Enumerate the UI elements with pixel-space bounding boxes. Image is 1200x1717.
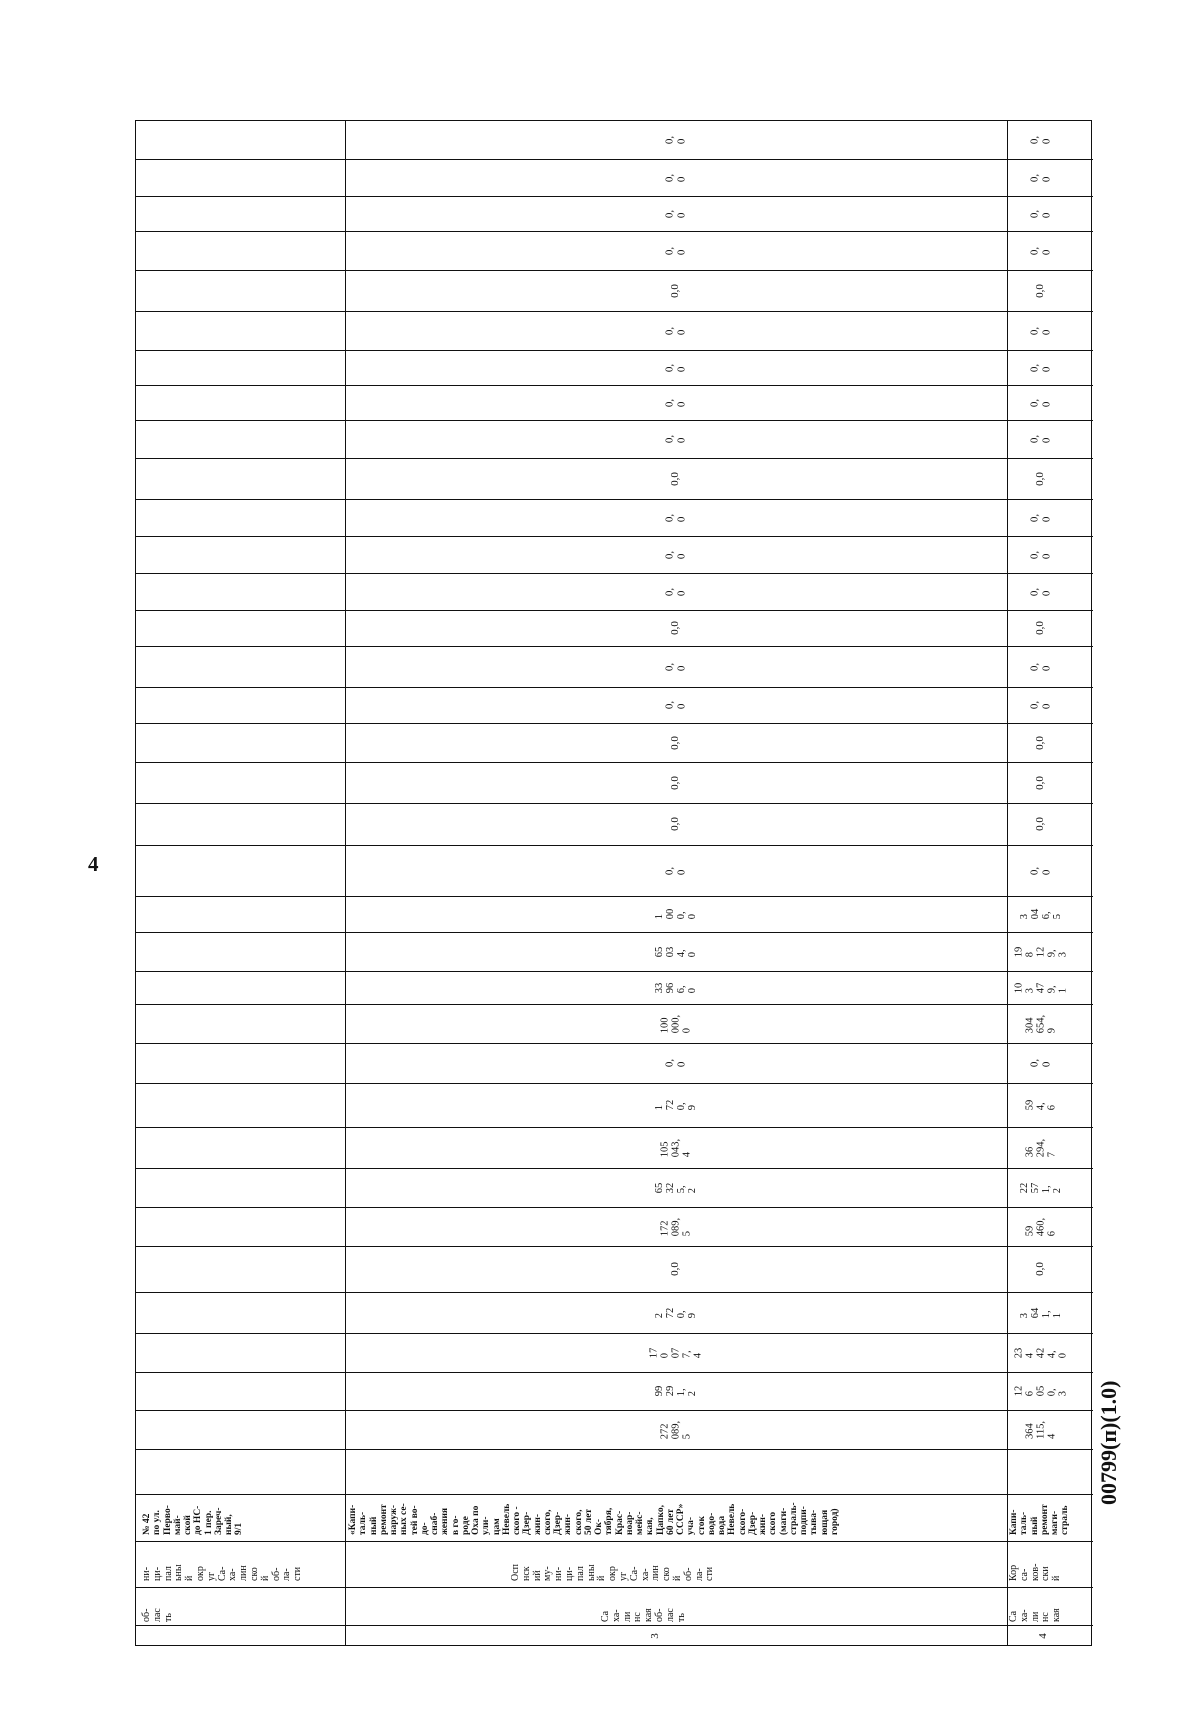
row4-value: 304 654, 9 xyxy=(1024,1014,1058,1033)
row3-value: 0, 0 xyxy=(663,866,687,875)
row4-value: 0,0 xyxy=(1034,283,1047,298)
row1-object: № 42 по ул. Перво- май- ской до НС- 1 пер. Зареч- ный, 9/1 xyxy=(142,1505,245,1535)
row-border-28 xyxy=(136,1246,1093,1247)
row4-region: Са ха- ли нс кая xyxy=(1008,1608,1063,1622)
row3-value: 0, 0 xyxy=(663,513,687,522)
row4-value: 19 8 12 9, 3 xyxy=(1013,946,1069,957)
data-table xyxy=(135,120,1092,1646)
row3-value: 1 00 0, 0 xyxy=(653,908,699,920)
row4-value: 0, 0 xyxy=(1028,398,1052,407)
row4-value: 0, 0 xyxy=(1028,135,1052,145)
row4-value: 0, 0 xyxy=(1028,866,1052,875)
row4-value: 0, 0 xyxy=(1028,662,1052,671)
row3-value: 1 72 0, 9 xyxy=(653,1099,699,1111)
row4-value: 59 4, 6 xyxy=(1024,1099,1058,1111)
row-border-12 xyxy=(136,610,1093,611)
row4-value: 0, 0 xyxy=(1028,434,1052,444)
row3-value: 0,0 xyxy=(669,621,682,635)
row3-value: 105 043, 4 xyxy=(659,1138,693,1157)
row4-value: 0,0 xyxy=(1034,1262,1047,1276)
row3-value: 0, 0 xyxy=(663,1058,687,1068)
row-border-4 xyxy=(136,311,1093,312)
row4-value: 10 3 47 9, 1 xyxy=(1013,982,1069,993)
row-border-22 xyxy=(136,1004,1093,1005)
row4-value: 364 115, 4 xyxy=(1024,1420,1058,1439)
row4-value: 12 6 05 0, 3 xyxy=(1013,1385,1069,1397)
row-border-5 xyxy=(136,350,1093,351)
row3-value: 0, 0 xyxy=(663,398,687,407)
row4-value: 0, 0 xyxy=(1028,209,1052,218)
row-border-13 xyxy=(136,646,1093,647)
page-number: 4 xyxy=(88,852,99,876)
row3-value: 100 000, 0 xyxy=(659,1014,693,1033)
row3-value: 0,0 xyxy=(669,775,682,790)
row-border-14 xyxy=(136,687,1093,688)
row4-value: 0, 0 xyxy=(1028,326,1052,335)
row3-value: 0,0 xyxy=(669,1262,682,1276)
row-border-2 xyxy=(136,231,1093,232)
row-border-31 xyxy=(136,1372,1093,1373)
row-border-9 xyxy=(136,499,1093,500)
row3-value: 0, 0 xyxy=(663,209,687,218)
row4-value: 0,0 xyxy=(1034,621,1047,635)
row4-value: 0, 0 xyxy=(1028,363,1052,372)
row3-region: Са ха- ли нс кая об- лас ть xyxy=(600,1608,687,1622)
row-border-17 xyxy=(136,803,1093,804)
row4-value: 0, 0 xyxy=(1028,700,1052,710)
row-border-0 xyxy=(136,159,1093,160)
row-border-1 xyxy=(136,196,1093,197)
row3-municipality: Осп нск ий му- ни- ци- пал ьны й окр уг Са- ха- лин ско й об- ла- сти xyxy=(510,1563,716,1581)
row-border-15 xyxy=(136,723,1093,724)
row3-value: 272 089, 5 xyxy=(659,1420,693,1439)
row3-value: 99 29 1, 2 xyxy=(653,1385,699,1397)
row4-value: 0, 0 xyxy=(1028,173,1052,182)
row4-value: 22 57 1, 2 xyxy=(1018,1182,1064,1193)
row3-value: 65 03 4, 0 xyxy=(653,946,699,957)
row3-value: 0, 0 xyxy=(663,173,687,182)
row-border-34 xyxy=(136,1494,1093,1495)
row4-number: 4 xyxy=(1037,1633,1050,1639)
row4-value: 3 04 6, 5 xyxy=(1018,908,1064,920)
row3-value: 0, 0 xyxy=(663,326,687,335)
row4-municipality: Кор са- ков- ски й xyxy=(1008,1563,1063,1581)
row-border-11 xyxy=(136,573,1093,574)
row4-value: 0,0 xyxy=(1034,735,1047,750)
row-border-37 xyxy=(136,1625,1093,1626)
row1-municipality: ни- ци- пал ьны й окр уг Са- ха- лин ско й об- ла- сти xyxy=(141,1564,304,1581)
row-border-25 xyxy=(136,1127,1093,1128)
row3-value: 0, 0 xyxy=(663,587,687,596)
row-border-19 xyxy=(136,896,1093,897)
row3-number: 3 xyxy=(649,1633,662,1639)
row-border-21 xyxy=(136,971,1093,972)
row3-value: 0, 0 xyxy=(663,550,687,559)
row-border-8 xyxy=(136,458,1093,459)
row-border-35 xyxy=(136,1541,1093,1542)
row-border-36 xyxy=(136,1587,1093,1588)
row-border-6 xyxy=(136,385,1093,386)
row-border-33 xyxy=(136,1449,1093,1450)
row4-value: 3 64 1, 1 xyxy=(1018,1307,1064,1318)
row-border-32 xyxy=(136,1410,1093,1411)
row3-value: 172 089, 5 xyxy=(659,1217,693,1236)
row-border-10 xyxy=(136,536,1093,537)
row-border-3 xyxy=(136,270,1093,271)
row4-value: 0, 0 xyxy=(1028,513,1052,522)
row3-value: 0, 0 xyxy=(663,246,687,255)
row-border-30 xyxy=(136,1333,1093,1334)
row4-value: 0, 0 xyxy=(1028,246,1052,255)
row4-value: 0, 0 xyxy=(1028,550,1052,559)
row4-value: 0, 0 xyxy=(1028,587,1052,596)
row3-value: 0, 0 xyxy=(663,434,687,444)
row-border-7 xyxy=(136,420,1093,421)
row3-value: 0,0 xyxy=(669,735,682,750)
row4-value: 23 4 42 4, 0 xyxy=(1013,1347,1069,1358)
row3-value: 0,0 xyxy=(669,817,682,831)
row4-value: 0,0 xyxy=(1034,471,1047,486)
row3-value: 0, 0 xyxy=(663,662,687,671)
row-border-26 xyxy=(136,1168,1093,1169)
row3-value: 0, 0 xyxy=(663,363,687,372)
row3-value: 0,0 xyxy=(669,471,682,486)
row-border-20 xyxy=(136,932,1093,933)
row3-value: 0,0 xyxy=(669,283,682,298)
row3-value: 0, 0 xyxy=(663,700,687,710)
row3-value: 33 96 6, 0 xyxy=(653,982,699,993)
row4-value: 36 294, 7 xyxy=(1024,1138,1058,1157)
row-border-27 xyxy=(136,1207,1093,1208)
row-border-29 xyxy=(136,1292,1093,1293)
row-border-16 xyxy=(136,762,1093,763)
row3-value: 17 0 07 7, 4 xyxy=(648,1347,704,1358)
row4-value: 0, 0 xyxy=(1028,1058,1052,1068)
row4-value: 0,0 xyxy=(1034,775,1047,790)
row4-value: 59 460, 6 xyxy=(1024,1217,1058,1236)
row3-value: 2 72 0, 9 xyxy=(653,1307,699,1318)
row-border-18 xyxy=(136,845,1093,846)
row-border-24 xyxy=(136,1083,1093,1084)
row4-value: 0,0 xyxy=(1034,817,1047,831)
row1-region: об- лас ть xyxy=(141,1608,174,1622)
row4-object: Капи- таль- ный ремонт маги- страль xyxy=(1009,1504,1071,1535)
row3-object: «Капи- таль- ный ремонт наруж- ных се- тей во- до- снаб- жения в го- роде Оха по ули- цам Невель ского - Дзер- жин- ского, Дзер- жин- ского, 50 лет Ок- тября, Крас- ноар- мейс- кая, Цапко, 60 лет СССР» уча- сток водо- вода Невель ского- Дзер- жин- ского (маги- страль- подпи- тыва- ющая город) xyxy=(348,1502,840,1535)
row3-value: 0, 0 xyxy=(663,135,687,145)
row-border-23 xyxy=(136,1043,1093,1044)
row3-value: 65 32 5, 2 xyxy=(653,1182,699,1193)
document-code-text: 00799(п)(1.0) xyxy=(1096,1380,1121,1505)
